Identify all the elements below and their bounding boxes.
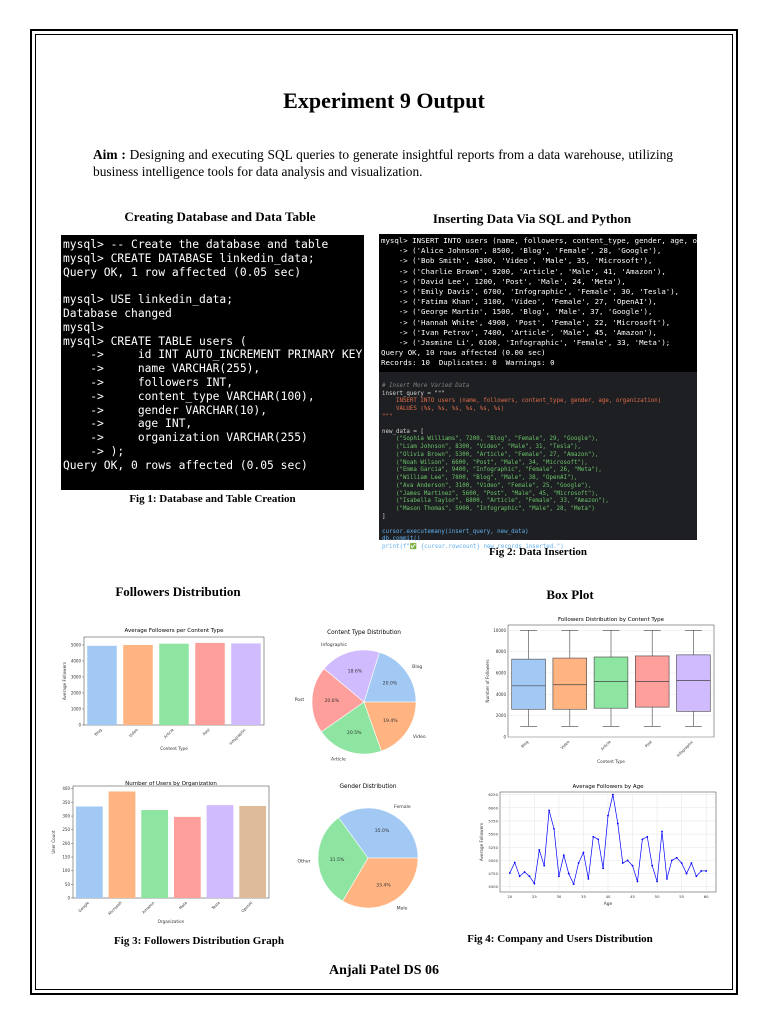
y-tick-label: 200 xyxy=(62,840,70,846)
code-line: ("Ava Anderson", 3100, "Video", "Female", 25, "Google"), xyxy=(382,482,592,489)
x-tick-label: Blog xyxy=(519,739,530,749)
caption-fig2: Fig 2: Data Insertion xyxy=(488,546,588,558)
code-line: ("Olivia Brown", 5300, "Article", "Female", 27, "Amazon"), xyxy=(382,451,599,458)
bar xyxy=(87,646,117,725)
y-tick-label: 6000 xyxy=(495,670,506,676)
pie-category-label: Blog xyxy=(412,665,423,671)
chart-title: Content Type Distribution xyxy=(327,630,401,636)
x-tick-label: Article xyxy=(599,739,612,752)
data-point xyxy=(612,794,614,796)
pie-category-label: Article xyxy=(331,757,346,763)
data-point xyxy=(700,870,702,872)
data-point xyxy=(543,865,545,867)
data-point xyxy=(519,875,521,877)
y-tick-label: 4500 xyxy=(488,884,498,890)
y-tick-label: 5750 xyxy=(488,818,498,824)
code-line: ] xyxy=(382,513,386,520)
pie-pct-label: 20.0% xyxy=(382,681,398,687)
box xyxy=(553,658,587,709)
y-tick-label: 6000 xyxy=(488,805,498,811)
section-box-plot: Box Plot xyxy=(546,587,594,602)
x-tick-label: 35 xyxy=(581,894,586,899)
terminal-line: -> ('Emily Davis', 6700, 'Infographic', 'Female', 30, 'Tesla'), xyxy=(381,287,680,297)
data-point xyxy=(681,862,683,864)
data-point xyxy=(661,831,663,833)
terminal-line: Query OK, 10 rows affected (0.00 sec) xyxy=(381,348,546,358)
data-point xyxy=(558,875,560,877)
data-point xyxy=(627,860,629,862)
x-tick-label: 25 xyxy=(531,894,537,899)
code-line: ("Emma Garcia", 9400, "Infographic", "Female", 26, "Meta"), xyxy=(382,467,602,474)
code-line: insert_query = """ xyxy=(382,390,445,397)
y-tick-label: 0 xyxy=(503,734,506,740)
x-axis-label: Content Type xyxy=(160,746,188,751)
terminal-line: -> ('Alice Johnson', 8500, 'Blog', 'Female', 28, 'Google'), xyxy=(381,246,662,256)
data-point xyxy=(592,836,594,838)
chart-title: Average Followers per Content Type xyxy=(124,628,224,634)
y-tick-label: 4750 xyxy=(488,871,498,877)
section-insert-data: Inserting Data Via SQL and Python xyxy=(432,211,632,226)
y-tick-label: 8000 xyxy=(495,649,506,655)
x-axis-label: Age xyxy=(603,902,613,907)
pie-pct-label: 18.6% xyxy=(347,669,363,675)
terminal-line: -> followers INT, xyxy=(63,375,234,389)
terminal-line: Query OK, 1 row affected (0.05 sec) xyxy=(63,265,302,279)
x-tick-label: Meta xyxy=(177,900,189,911)
data-point xyxy=(548,810,550,812)
pie-pct-label: 33.4% xyxy=(376,883,391,889)
y-axis-label: User Count xyxy=(51,830,56,854)
data-point xyxy=(553,828,555,830)
code-line: ("William Lee", 7800, "Blog", "Male", 38, "OpenAI"), xyxy=(382,475,578,481)
terminal-line: -> name VARCHAR(255), xyxy=(63,362,261,376)
pie-category-label: Other xyxy=(297,859,311,865)
data-point xyxy=(583,852,585,854)
aim-paragraph xyxy=(93,146,673,180)
box xyxy=(512,659,546,709)
bar xyxy=(207,805,234,898)
y-tick-label: 5500 xyxy=(488,831,498,837)
data-point xyxy=(705,870,707,872)
data-point xyxy=(617,823,619,825)
caption-fig4: Fig 4: Company and Users Distribution xyxy=(467,933,653,945)
terminal-create-text xyxy=(63,238,370,473)
data-point xyxy=(666,878,668,880)
data-point xyxy=(524,871,526,873)
y-tick-label: 2000 xyxy=(495,713,506,719)
pie-category-label: Infographic xyxy=(321,643,348,649)
x-tick-label: Article xyxy=(162,727,175,740)
box xyxy=(677,655,711,712)
terminal-line: -> ('David Lee', 1200, 'Post', 'Male', 24, 'Meta'), xyxy=(381,276,626,286)
data-point xyxy=(538,849,540,851)
pie-pct-label: 19.4% xyxy=(383,719,398,725)
data-point xyxy=(529,875,531,877)
terminal-line: mysql> CREATE DATABASE linkedin_data; xyxy=(63,251,315,265)
terminal-line: -> id INT AUTO_INCREMENT PRIMARY KEY, xyxy=(63,348,370,362)
bar xyxy=(141,810,168,898)
x-tick-label: Post xyxy=(643,739,653,749)
bar xyxy=(239,806,266,898)
terminal-line: -> organization VARCHAR(255) xyxy=(63,431,308,445)
python-code-editor xyxy=(379,372,697,550)
terminal-line: -> ); xyxy=(63,444,125,458)
x-tick-label: 20 xyxy=(507,894,513,899)
data-point xyxy=(686,873,688,875)
aim-label: Aim : xyxy=(93,147,126,162)
code-line: VALUES (%s, %s, %s, %s, %s, %s) xyxy=(382,406,505,412)
data-point xyxy=(691,862,693,864)
y-tick-label: 5000 xyxy=(70,642,81,648)
data-point xyxy=(651,865,653,867)
pie-pct-label: 35.0% xyxy=(374,828,390,834)
chart-title: Followers Distribution by Content Type xyxy=(557,617,665,623)
terminal-line: Records: 10 Duplicates: 0 Warnings: 0 xyxy=(381,358,555,368)
bar xyxy=(195,643,225,725)
caption-fig1: Fig 1: Database and Table Creation xyxy=(129,493,296,505)
y-tick-label: 3000 xyxy=(70,674,81,680)
x-axis-label: Organization xyxy=(157,919,185,924)
y-axis-label: Average Followers xyxy=(62,661,67,701)
caption-fig3: Fig 3: Followers Distribution Graph xyxy=(114,935,284,947)
y-tick-label: 10000 xyxy=(493,627,506,633)
pie-category-label: Male xyxy=(396,906,408,912)
data-point xyxy=(563,854,565,856)
code-line: ("Noah Wilson", 6600, "Post", "Male", 34, "Microsoft"), xyxy=(382,459,588,466)
y-tick-label: 6250 xyxy=(488,792,498,798)
box xyxy=(594,657,628,708)
code-line: ("Sophia Williams", 7200, "Blog", "Female", 29, "Google"), xyxy=(382,436,599,443)
section-create-db: Creating Database and Data Table xyxy=(124,209,316,224)
terminal-line: -> ('Charlie Brown', 9200, 'Article', 'Male', 41, 'Amazon'), xyxy=(381,266,666,276)
terminal-insert-text xyxy=(381,236,695,369)
x-tick-label: 45 xyxy=(630,894,635,899)
data-point xyxy=(632,865,634,867)
data-point xyxy=(622,862,624,864)
y-tick-label: 150 xyxy=(62,854,70,860)
x-axis-label: Content Type xyxy=(597,759,625,764)
sql-terminal-create xyxy=(61,235,370,490)
terminal-line: -> ('Fatima Khan', 3100, 'Video', 'Female', 27, 'OpenAI'), xyxy=(381,297,657,307)
y-tick-label: 100 xyxy=(62,868,70,874)
data-point xyxy=(587,878,589,880)
chart-box-plot xyxy=(480,613,720,771)
author-footer: Anjali Patel DS 06 xyxy=(328,963,440,978)
data-point xyxy=(607,815,609,817)
code-line: new_data = [ xyxy=(382,428,424,435)
chart-avg-followers-age xyxy=(472,778,720,908)
y-tick-label: 4000 xyxy=(495,691,506,697)
pie-category-label: Video xyxy=(412,735,426,741)
x-tick-label: Post xyxy=(201,727,211,737)
y-tick-label: 4000 xyxy=(70,658,81,664)
chart-content-type-pie xyxy=(284,624,444,764)
data-point xyxy=(676,857,678,859)
x-tick-label: Infographic xyxy=(675,739,695,758)
terminal-line: -> ('Jasmine Li', 6100, 'Infographic', 'Female', 33, 'Meta'); xyxy=(381,338,671,348)
code-line: INSERT INTO users (name, followers, content_type, gender, age, organization) xyxy=(382,398,662,405)
chart-title: Average Followers by Age xyxy=(572,784,644,790)
code-comment: # Insert More Varied Data xyxy=(382,382,470,389)
data-point xyxy=(637,881,639,883)
y-tick-label: 300 xyxy=(62,813,70,819)
y-tick-label: 250 xyxy=(62,827,70,833)
section-followers-dist: Followers Distribution xyxy=(115,584,241,599)
x-tick-label: Video xyxy=(127,727,139,739)
code-line: ("Mason Thomas", 5900, "Infographic", "Male", 28, "Meta") xyxy=(382,506,595,512)
x-tick-label: Video xyxy=(559,739,571,751)
x-tick-label: 50 xyxy=(654,894,660,899)
code-line: cursor.executemany(insert_query, new_data) xyxy=(382,528,529,535)
data-point xyxy=(671,860,673,862)
x-tick-label: OpenAI xyxy=(240,900,254,914)
chart-users-by-org xyxy=(51,778,277,928)
data-point xyxy=(573,883,575,885)
terminal-line: -> content_type VARCHAR(100), xyxy=(63,389,315,403)
y-tick-label: 50 xyxy=(64,881,70,887)
code-line: print(f"✅ {cursor.rowcount} new records inserted.") xyxy=(382,544,564,550)
data-point xyxy=(641,838,643,840)
y-tick-label: 2000 xyxy=(70,690,81,696)
code-line: ("James Martinez", 5600, "Post", "Male", 45, "Microsoft"), xyxy=(382,490,599,497)
terminal-line: -> ('George Martin', 1500, 'Blog', 'Male', 37, 'Google'), xyxy=(381,307,653,317)
data-point xyxy=(578,862,580,864)
aim-text: Designing and executing SQL queries to generate insightful reports from a data warehouse, utilizing business intelligence tools for data analysis and visualization. xyxy=(93,147,673,179)
data-point xyxy=(646,836,648,838)
bar xyxy=(159,644,189,725)
x-tick-label: Infographic xyxy=(228,727,247,746)
terminal-line: mysql> -- Create the database and table xyxy=(63,238,329,251)
y-tick-label: 400 xyxy=(62,786,70,792)
pie-pct-label: 31.5% xyxy=(329,858,345,864)
data-point xyxy=(514,862,516,864)
y-axis-label: Number of Followers xyxy=(485,659,490,703)
chart-avg-followers-content xyxy=(62,625,272,755)
data-point xyxy=(533,883,535,885)
x-tick-label: Amazon xyxy=(140,900,156,915)
code-line: ("Liam Johnson", 8300, "Video", "Male", 31, "Tesla"), xyxy=(382,444,581,450)
x-tick-label: 40 xyxy=(605,894,611,899)
code-line: db.commit() xyxy=(382,536,421,543)
y-tick-label: 5250 xyxy=(488,844,498,850)
pie-pct-label: 20.6% xyxy=(324,699,340,705)
data-point xyxy=(509,872,511,874)
chart-title: Gender Distribution xyxy=(339,784,397,790)
bar xyxy=(76,806,103,898)
terminal-line: Query OK, 0 rows affected (0.05 sec) xyxy=(63,458,308,472)
data-point xyxy=(656,881,658,883)
y-tick-label: 5000 xyxy=(488,857,498,863)
chart-title: Number of Users by Organization xyxy=(125,781,217,787)
chart-gender-pie xyxy=(288,778,450,920)
bar xyxy=(231,643,261,725)
bar xyxy=(109,791,136,898)
terminal-line: mysql> CREATE TABLE users ( xyxy=(63,334,247,348)
terminal-line: mysql> USE linkedin_data; xyxy=(63,293,234,307)
data-point xyxy=(602,867,604,869)
bar xyxy=(174,817,201,898)
y-tick-label: 0 xyxy=(78,722,81,728)
data-point xyxy=(597,838,599,840)
bar xyxy=(123,645,153,725)
x-tick-label: Google xyxy=(77,900,91,914)
pie-pct-label: 20.5% xyxy=(346,731,362,737)
data-point xyxy=(568,873,570,875)
x-tick-label: 60 xyxy=(703,894,709,899)
pie-category-label: Female xyxy=(394,805,411,811)
page-title: Experiment 9 Output xyxy=(283,88,485,113)
x-tick-label: Blog xyxy=(93,727,103,737)
x-tick-label: 55 xyxy=(679,894,685,899)
terminal-line: mysql> xyxy=(63,320,104,334)
terminal-line: -> age INT, xyxy=(63,417,193,431)
terminal-line: Database changed xyxy=(63,306,172,320)
pie-category-label: Post xyxy=(294,698,305,704)
terminal-line: -> ('Bob Smith', 4300, 'Video', 'Male', 35, 'Microsoft'), xyxy=(381,256,653,266)
y-tick-label: 1000 xyxy=(70,706,81,712)
data-point xyxy=(695,875,697,877)
code-line: ("Isabella Taylor", 6800, "Article", "Female", 33, "Amazon"), xyxy=(382,498,609,505)
terminal-line: -> ('Ivan Petrov', 7400, 'Article', 'Male', 45, 'Amazon'), xyxy=(381,327,657,337)
x-tick-label: 30 xyxy=(556,894,562,899)
x-tick-label: Microsoft xyxy=(106,900,123,916)
y-axis-label: Average Followers xyxy=(479,822,484,862)
sql-terminal-insert xyxy=(379,234,697,372)
terminal-line: -> ('Hannah White', 4900, 'Post', 'Female', 22, 'Microsoft'), xyxy=(381,317,671,327)
terminal-line xyxy=(63,279,362,293)
y-tick-label: 0 xyxy=(67,895,70,901)
terminal-line: -> gender VARCHAR(10), xyxy=(63,403,268,417)
y-tick-label: 350 xyxy=(62,799,70,805)
code-line: """ xyxy=(382,413,393,420)
x-tick-label: Tesla xyxy=(210,900,221,911)
terminal-line: mysql> INSERT INTO users (name, followers, content_type, gender, age, o xyxy=(381,236,697,245)
